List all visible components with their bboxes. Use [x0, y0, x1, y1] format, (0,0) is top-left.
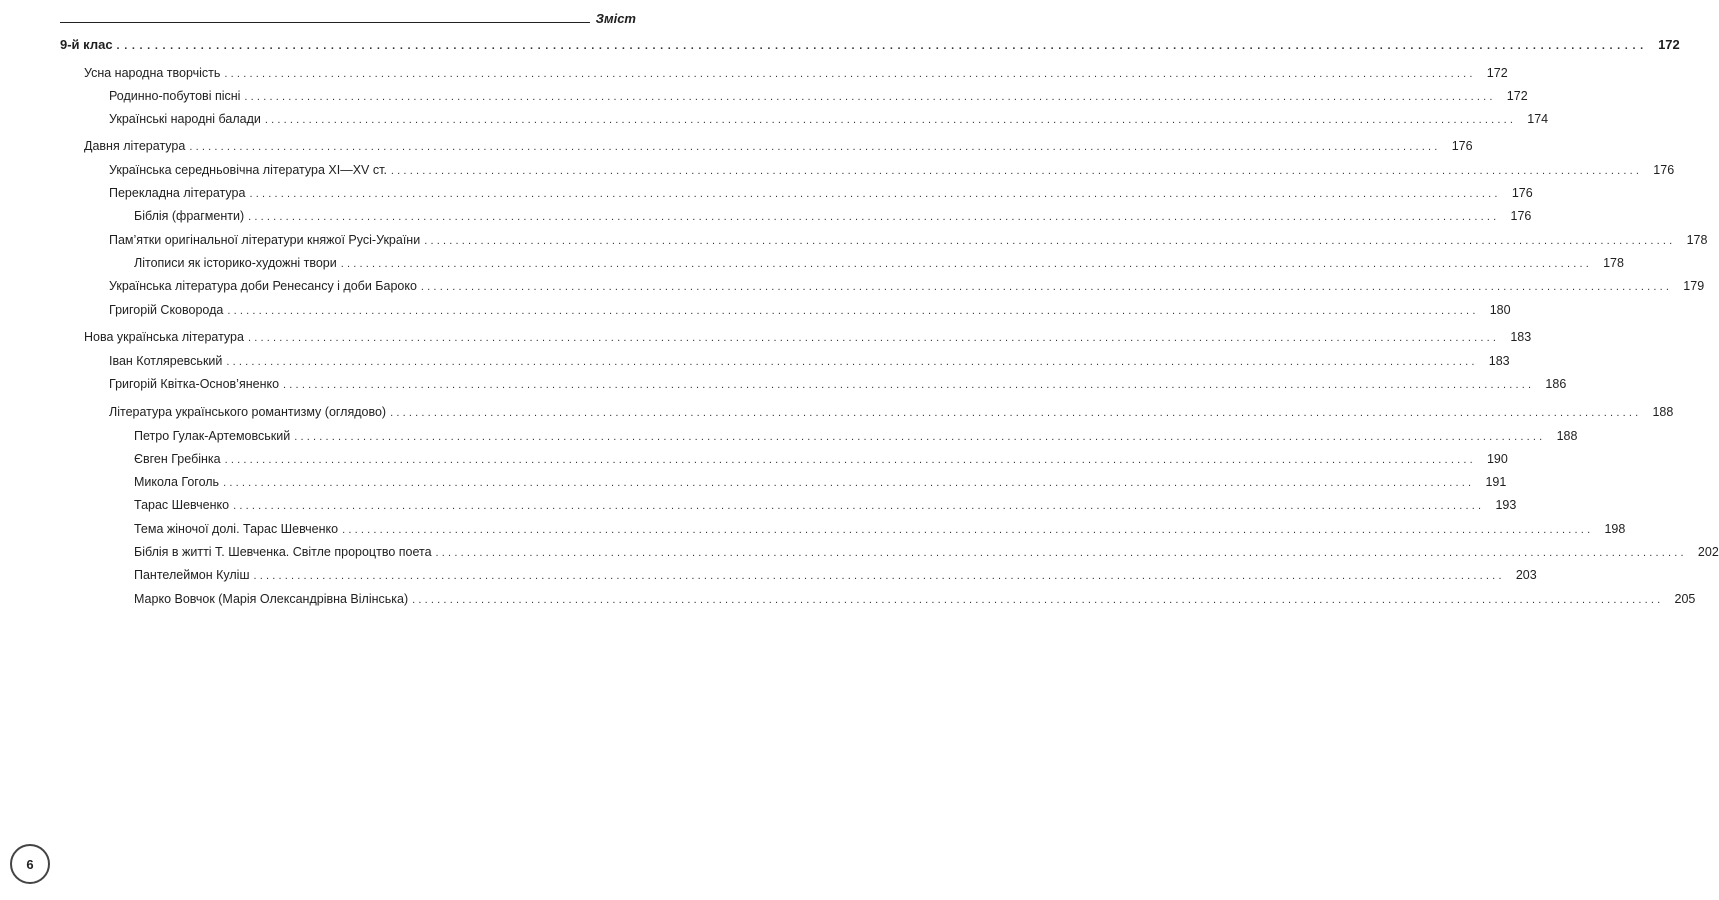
- dot-leader: ........................................................................................................................................................................................................: [226, 356, 1478, 368]
- toc-entry-title: Григорій Сковорода: [109, 303, 224, 317]
- dot-leader: ........................................................................................................................................................................................................: [340, 258, 1592, 270]
- dot-leader: ........................................................................................................................................................................................................: [283, 379, 1535, 391]
- toc-entry: [109, 302, 1511, 319]
- toc-entry-title: Родинно-побутові пісні: [109, 89, 241, 103]
- toc-entry-title: Євген Гребінка: [134, 452, 221, 466]
- toc-entry: [60, 37, 1680, 54]
- toc-entry: [134, 255, 1624, 272]
- toc-entry: [109, 376, 1567, 393]
- toc-entry-title: Українські народні балади: [109, 112, 261, 126]
- dot-leader: ........................................................................................................................................................................................................: [435, 547, 1687, 559]
- dot-leader: ........................................................................................................................................................................................................: [233, 500, 1485, 512]
- toc-entry-page: 176: [1511, 186, 1533, 200]
- toc-entry-page: 180: [1489, 303, 1511, 317]
- toc-entry: [109, 185, 1533, 202]
- toc-entry: [134, 474, 1507, 491]
- toc-entry: [134, 208, 1532, 225]
- dot-leader: ........................................................................................................................................................................................................: [244, 91, 1496, 103]
- toc-entry-title: Нова українська література: [84, 330, 244, 344]
- toc-entry-page: 172: [1506, 89, 1528, 103]
- toc-entry: [134, 544, 1719, 561]
- dot-leader: ........................................................................................................................................................................................................: [342, 524, 1594, 536]
- toc-entry: [109, 353, 1510, 370]
- toc-entry: [109, 404, 1674, 421]
- page-number: 6: [26, 856, 34, 872]
- toc-entry: [109, 111, 1549, 128]
- toc-entry: [84, 138, 1473, 155]
- toc-entry-page: 188: [1556, 429, 1578, 443]
- page-header: [60, 8, 636, 26]
- toc-entry: [109, 278, 1705, 295]
- toc-entry-title: Григорій Квітка-Основ’яненко: [109, 377, 280, 391]
- toc-entry-title: Петро Гулак-Артемовський: [134, 429, 291, 443]
- toc-entry-title: Пам’ятки оригінальної літератури княжої Русі-України: [109, 233, 421, 247]
- dot-leader: ........................................................................................................................................................................................................: [264, 114, 1517, 126]
- toc-entry-page: 198: [1604, 522, 1626, 536]
- toc-entry-title: Перекладна література: [109, 186, 246, 200]
- toc-entry: [134, 428, 1578, 445]
- toc-entry-page: 176: [1451, 139, 1473, 153]
- toc-entry-page: 174: [1527, 112, 1549, 126]
- header-rule: [60, 22, 590, 23]
- toc-entry-page: 179: [1683, 279, 1705, 293]
- toc-entry: [109, 162, 1675, 179]
- dot-leader: ........................................................................................................................................................................................................: [248, 211, 1500, 223]
- dot-leader: ........................................................................................................................................................................................................: [224, 68, 1476, 80]
- page-number-badge: [10, 844, 50, 884]
- dot-leader: ........................................................................................................................................................................................................: [424, 235, 1676, 247]
- toc-entry-page: 188: [1652, 405, 1674, 419]
- toc-entry-page: 178: [1686, 233, 1708, 247]
- toc-entry-page: 183: [1510, 330, 1532, 344]
- toc-entry-title: Література українського романтизму (оглядово): [109, 405, 387, 419]
- toc-entry-page: 172: [1658, 37, 1680, 52]
- toc-entry-title: Усна народна творчість: [84, 66, 221, 80]
- toc-entry-title: Біблія в житті Т. Шевченка. Світле пророцтво поета: [134, 545, 432, 559]
- dot-leader: ........................................................................................................................................................................................................: [390, 165, 1643, 177]
- toc-entry-title: Тарас Шевченко: [134, 498, 230, 512]
- toc-entry: [134, 521, 1626, 538]
- toc-entry-title: Іван Котляревський: [109, 354, 223, 368]
- toc-entry-title: Літописи як історико-художні твори: [134, 256, 337, 270]
- toc-entry-page: 202: [1697, 545, 1719, 559]
- toc-entry: [134, 497, 1517, 514]
- toc-entry: [134, 567, 1537, 584]
- dot-leader: ........................................................................................................................................................................................................: [227, 305, 1479, 317]
- dot-leader: ........................................................................................................................................................................................................: [390, 407, 1642, 419]
- toc-entry-page: 176: [1510, 209, 1532, 223]
- dot-leader: ........................................................................................................................................................................................................: [249, 188, 1501, 200]
- toc-entry-title: Микола Гоголь: [134, 475, 220, 489]
- toc-entry-title: 9-й клас: [60, 37, 113, 52]
- toc-entry-title: Давня література: [84, 139, 186, 153]
- dot-leader: ........................................................................................................................................................................................................: [420, 281, 1673, 293]
- toc-entry: [109, 88, 1528, 105]
- dot-leader: ........................................................................................................................................................................................................: [294, 431, 1546, 443]
- toc-entry-page: 203: [1515, 568, 1537, 582]
- toc-entry-title: Марко Вовчок (Марія Олександрівна Вілінська): [134, 592, 409, 606]
- dot-leader: ........................................................................................................................................................................................................: [189, 141, 1441, 153]
- toc-entry-title: Українська середньовічна література XI—XV ст.: [109, 163, 387, 177]
- toc-entry-page: 176: [1653, 163, 1675, 177]
- toc-entry: [84, 65, 1508, 82]
- dot-leader: ........................................................................................................................................................................................................: [224, 454, 1476, 466]
- toc-entry-page: 191: [1485, 475, 1507, 489]
- dot-leader: ........................................................................................................................................................................................................: [253, 570, 1505, 582]
- toc-entry-title: Тема жіночої долі. Тарас Шевченко: [134, 522, 339, 536]
- toc-entry-page: 190: [1486, 452, 1508, 466]
- toc-entry-title: Українська література доби Ренесансу і доби Бароко: [109, 279, 417, 293]
- toc-entry: [134, 591, 1696, 608]
- toc-entry-page: 183: [1488, 354, 1510, 368]
- toc-entry-title: Біблія (фрагменти): [134, 209, 245, 223]
- toc-entry-page: 178: [1603, 256, 1624, 270]
- toc-entry-page: 193: [1495, 498, 1517, 512]
- toc-entry-page: 172: [1486, 66, 1508, 80]
- toc-entry-page: 186: [1545, 377, 1567, 391]
- toc-entry: [84, 329, 1532, 346]
- toc-entry-page: 205: [1674, 592, 1696, 606]
- toc-entry-title: Пантелеймон Куліш: [134, 568, 250, 582]
- toc-entry: [134, 451, 1508, 468]
- toc-entry: [109, 232, 1708, 249]
- page-title: Зміст: [595, 11, 636, 26]
- dot-leader: ........................................................................................................................................................................................................: [223, 477, 1475, 489]
- dot-leader: ........................................................................................................................................................................................................: [247, 332, 1500, 344]
- dot-leader: ........................................................................................................................................................................................................: [116, 40, 1648, 52]
- dot-leader: ........................................................................................................................................................................................................: [412, 594, 1664, 606]
